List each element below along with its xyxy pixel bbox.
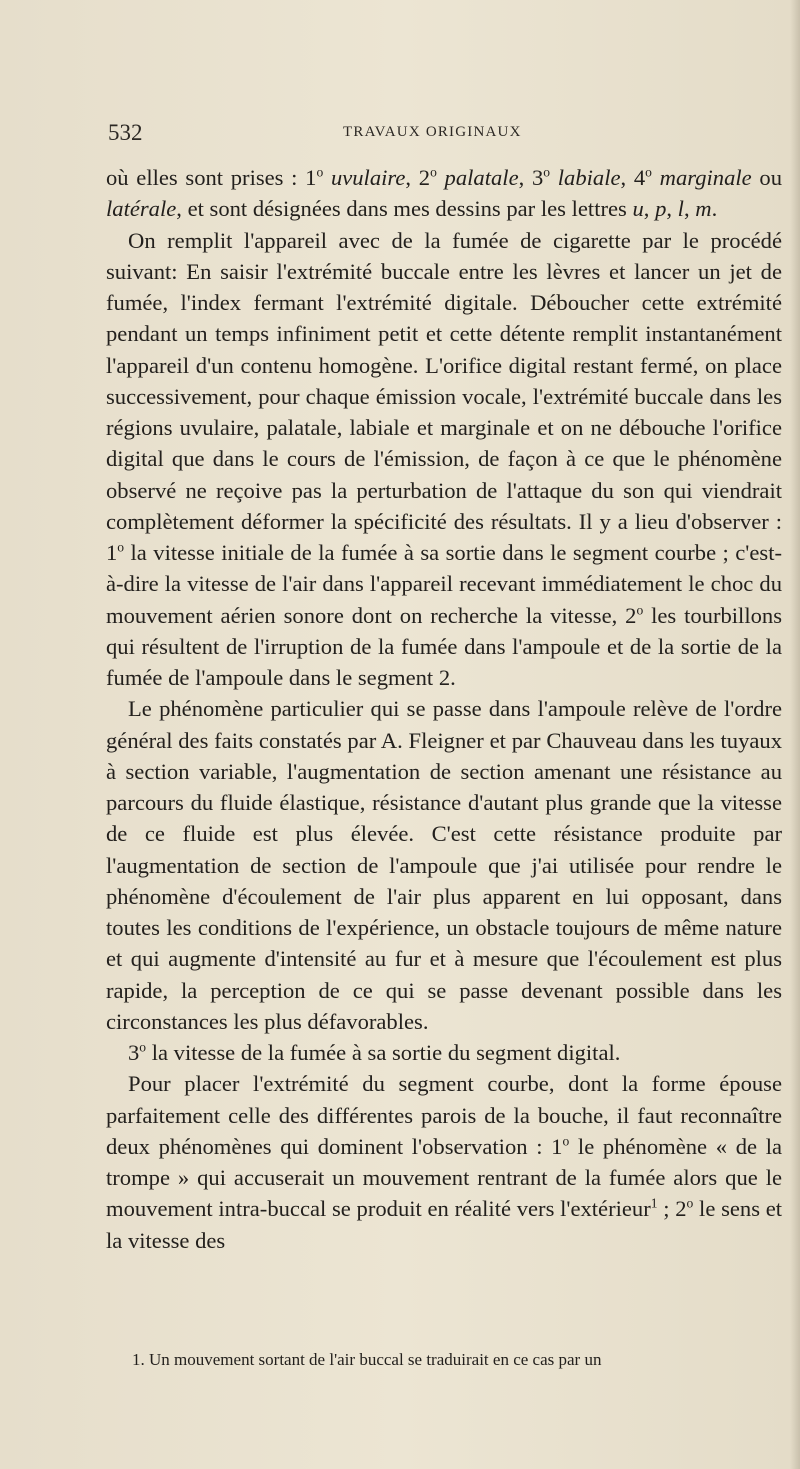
page-header xyxy=(108,120,780,146)
page-edge-shadow xyxy=(790,0,800,1469)
superscript: o xyxy=(686,1195,694,1211)
text-run: On remplit l'appareil avec de la fumée de cigarette par le procédé suivant: En saisir l'extrémité buccale entre les lèvres et lancer un jet de fumée, l'index fermant l'extrémité digitale. Déboucher cette extrémité pendant un temps infiniment petit et cette détente remplit instantanément l'appareil d'un contenu homogène. L'orifice digital restant fermé, on place successivement, pour chaque émission vocale, l'extrémité buccale dans les régions uvulaire, palatale, labiale et marginale et on ne débouche l'orifice digital que dans le cours de l'émission, de façon à ce que le phénomène observé ne reçoive pas la perturbation de l'attaque du son qui viendrait complètement déformer la spécificité des résultats. Il y a lieu d'observer : 1 xyxy=(106,227,782,565)
italic-term: uvulaire xyxy=(330,165,406,190)
text-run xyxy=(323,165,331,190)
superscript: o xyxy=(543,164,551,180)
paragraph xyxy=(106,1068,782,1256)
paragraph xyxy=(106,162,782,225)
footnote: 1. Un mouvement sortant de l'air buccal se traduirait en ce cas par un xyxy=(132,1350,602,1369)
italic-term: m xyxy=(695,196,712,222)
superscript: o xyxy=(636,601,644,617)
italic-term: palatale xyxy=(444,165,519,190)
text-run: ou xyxy=(751,165,782,190)
text-run: les tourbillons qui résultent de l'irruption de la fumée dans l'ampoule et de la sortie de la fumée de l'ampoule dans le segment 2. xyxy=(106,602,782,690)
text-run: Pour placer l'extrémité du segment courbe, dont la forme épouse parfaitement celle des différentes parois de la bouche, il faut reconnaître deux phénomènes qui dominent l'observation : 1 xyxy=(106,1071,782,1159)
text-run: , xyxy=(666,196,678,222)
italic-term: l xyxy=(677,196,684,222)
italic-term: latérale xyxy=(106,196,177,222)
text-run: 3 xyxy=(128,1040,140,1065)
superscript: o xyxy=(117,539,125,555)
text-run: , 3 xyxy=(518,165,544,190)
paragraph xyxy=(106,693,782,1037)
text-run: , xyxy=(643,196,656,222)
text-run: . xyxy=(711,196,718,222)
italic-term: u xyxy=(632,196,644,222)
text-run: la vitesse de la fumée à sa sortie du segment digital. xyxy=(146,1040,621,1065)
page-number: 532 xyxy=(108,120,143,145)
italic-term: marginale xyxy=(659,165,752,190)
text-run: la vitesse initiale de la fumée à sa sortie dans le segment courbe ; c'est-à-dire la vitesse de l'air dans l'appareil recevant immédiatement le choc du mouvement aérien sonore dont on recherche la vitesse, 2 xyxy=(106,540,782,628)
text-run xyxy=(550,165,558,190)
paragraph xyxy=(106,225,782,694)
italic-term: p xyxy=(655,196,667,222)
text-run xyxy=(652,165,660,190)
text-run: , et sont désignées dans mes dessins par les lettres xyxy=(176,196,633,222)
superscript: o xyxy=(139,1039,147,1055)
text-run: le phénomène « de la trompe » qui accuserait un mouvement rentrant de la fumée alors que le mouvement intra-buccal se produit en réalité vers l'extérieur xyxy=(106,1133,783,1222)
body-text xyxy=(106,162,782,1256)
superscript: o xyxy=(645,164,652,180)
text-run: où elles sont prises : 1 xyxy=(106,165,317,190)
text-run: Le phénomène particulier qui se passe dans l'ampoule relève de l'ordre général des faits constatés par A. Fleigner et par Chauveau dans les tuyaux à section variable, l'augmentation de section amenant une résistance au parcours du fluide élastique, résistance d'autant plus grande que la vitesse de ce fluide est plus élevée. C'est cette résistance produite par l'augmentation de section de l'ampoule que j'ai utilisée pour rendre le phénomène d'écoulement de l'air plus apparent en lui opposant, dans toutes les conditions de l'expérience, un obstacle toujours de même nature et qui augmente d'intensité au fur et à mesure que l'écoulement est plus rapide, la perception de ce qui se passe devenant possible dans les circonstances les plus défavorables. xyxy=(106,696,782,1034)
superscript: 1 xyxy=(650,1195,658,1211)
superscript: o xyxy=(430,164,437,180)
text-run xyxy=(437,165,445,190)
running-head: TRAVAUX ORIGINAUX xyxy=(343,124,522,140)
text-run: ; 2 xyxy=(657,1196,687,1222)
superscript: o xyxy=(562,1133,570,1149)
paragraph xyxy=(106,1037,782,1068)
text-run: , 4 xyxy=(620,165,646,190)
text-run: le sens et la vitesse des xyxy=(106,1196,783,1253)
italic-term: labiale xyxy=(557,165,621,190)
text-run: , 2 xyxy=(405,165,431,190)
text-run: , xyxy=(683,196,696,222)
superscript: o xyxy=(316,164,324,180)
